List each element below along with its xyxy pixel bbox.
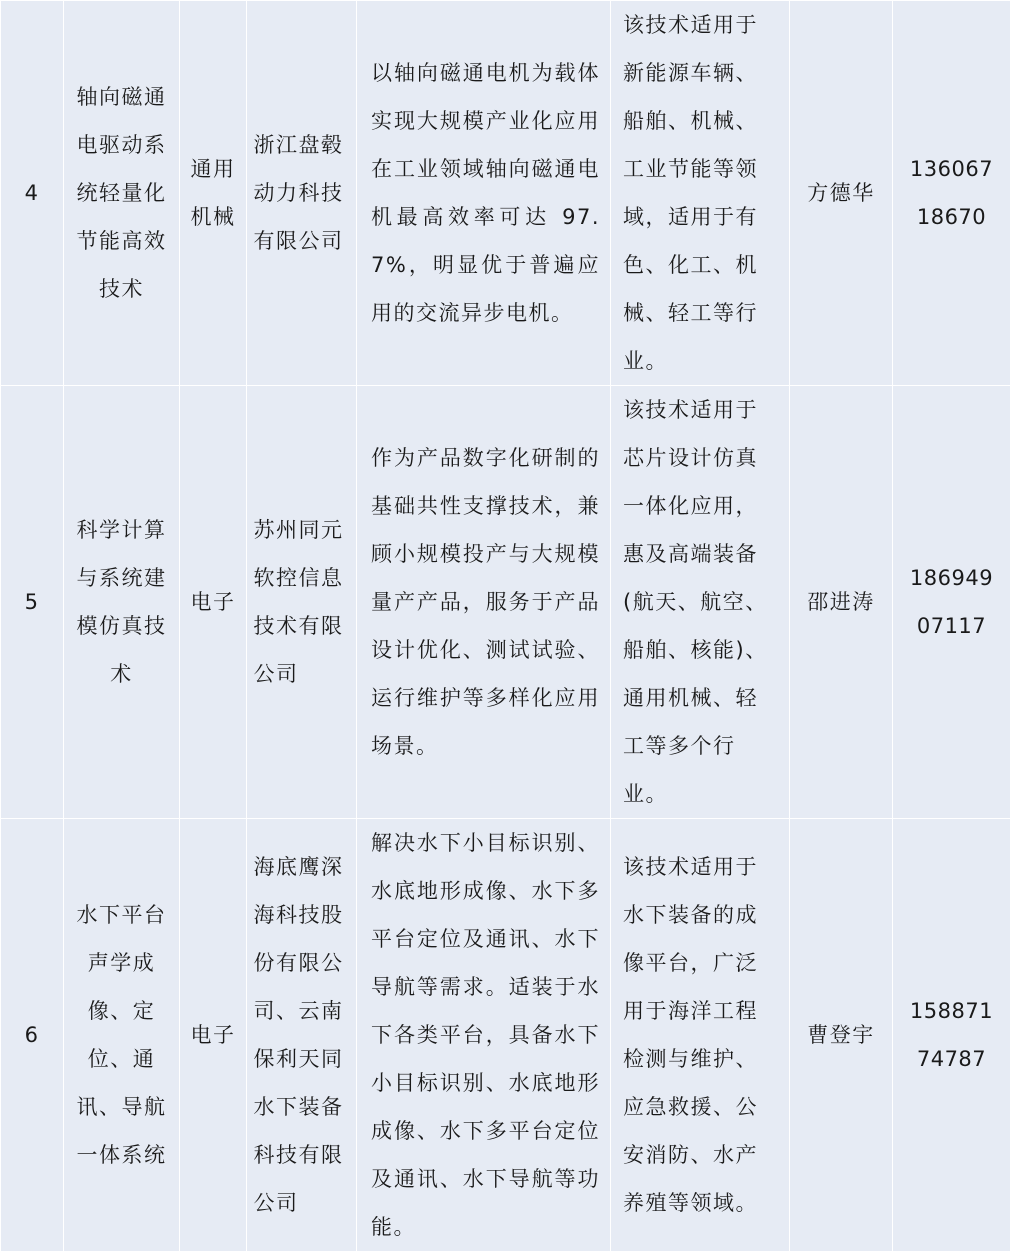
- application-scope: 该技术适用于水下装备的成像平台，广泛用于海洋工程检测与维护、应急救援、公安消防、水产养殖等领域。: [611, 819, 790, 1252]
- contact-person: 曹登宇: [790, 819, 893, 1252]
- company-name: 浙江盘毂动力科技有限公司: [254, 121, 350, 265]
- technology-name: 轴向磁通电驱动系统轻量化节能高效技术: [76, 73, 168, 313]
- technology-description: 作为产品数字化研制的基础共性支撑技术，兼顾小规模投产与大规模量产产品，服务于产品设计优化、测试试验、运行维护等多样化应用场景。: [357, 386, 611, 819]
- industry-field: 通用机械: [190, 145, 236, 241]
- technology-description: 解决水下小目标识别、水底地形成像、水下多平台定位及通讯、水下导航等需求。适装于水下各类平台，具备水下小目标识别、水底地形成像、水下多平台定位及通讯、水下导航等功能。: [357, 819, 611, 1252]
- table-row: [1, 1, 1010, 386]
- contact-phone: 18694907117: [893, 386, 1010, 819]
- application-scope: 该技术适用于新能源车辆、船舶、机械、工业节能等领域，适用于有色、化工、机械、轻工等行业。: [611, 1, 790, 386]
- contact-phone: 15887174787: [893, 819, 1010, 1252]
- application-scope: 该技术适用于芯片设计仿真一体化应用，惠及高端装备(航天、航空、船舶、核能)、通用机械、轻工等多个行业。: [611, 386, 790, 819]
- contact-person: 方德华: [790, 1, 893, 386]
- table-row: [1, 819, 1010, 1252]
- company-name: 海底鹰深海科技股份有限公司、云南保利天同水下装备科技有限公司: [254, 843, 350, 1227]
- row-number: 4: [1, 1, 64, 386]
- row-number: 6: [1, 819, 64, 1252]
- contact-phone: 13606718670: [893, 1, 1010, 386]
- company-name: 苏州同元软控信息技术有限公司: [254, 506, 350, 698]
- technology-name: 水下平台声学成像、定位、通讯、导航一体系统: [76, 891, 168, 1179]
- technology-name: 科学计算与系统建模仿真技术: [76, 506, 168, 698]
- industry-field: 电子: [190, 578, 236, 626]
- row-number: 5: [1, 386, 64, 819]
- contact-person: 邵进涛: [790, 386, 893, 819]
- industry-field: 电子: [190, 1011, 236, 1059]
- technology-description: 以轴向磁通电机为载体实现大规模产业化应用在工业领域轴向磁通电机最高效率可达 97.7%，明显优于普遍应用的交流异步电机。: [357, 1, 611, 386]
- table-row: [1, 386, 1010, 819]
